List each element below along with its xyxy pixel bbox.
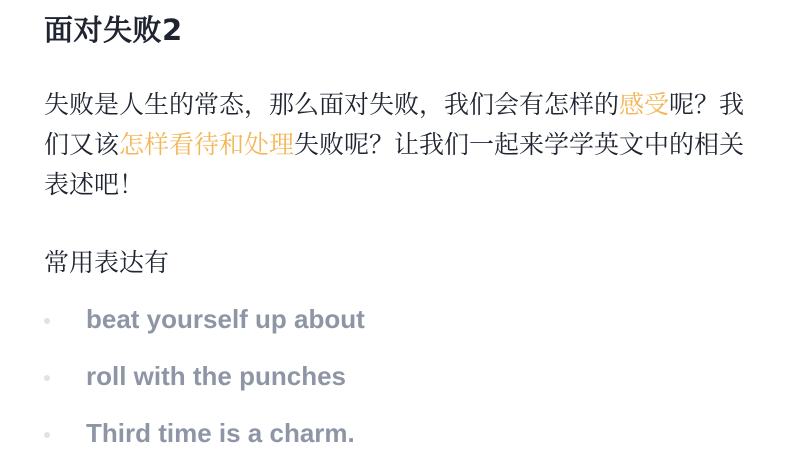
highlight-feelings: 感受 (619, 90, 670, 119)
common-expressions-heading: 常用表达有 (44, 248, 170, 277)
intro-text-2: 呢？我们又该 (44, 90, 745, 159)
bullet-icon (44, 375, 50, 381)
phrase-text: beat yourself up about (86, 304, 365, 334)
phrase-list (44, 300, 365, 458)
bullet-icon (44, 432, 50, 438)
highlight-how-to-handle: 怎样看待和处理 (119, 130, 295, 159)
phrase-text: Third time is a charm. (86, 418, 355, 448)
bullet-icon (44, 318, 50, 324)
phrase-item (44, 300, 365, 357)
intro-paragraph (44, 85, 764, 205)
phrase-item (44, 357, 365, 414)
phrase-item (44, 414, 365, 458)
intro-text-1: 失败是人生的常态，那么面对失败，我们会有怎样的 (44, 90, 620, 119)
intro-text-3: 失败呢？让我们一起来学学英文中的相关表述吧！ (44, 130, 745, 199)
phrase-text: roll with the punches (86, 361, 347, 391)
article-title: 面对失败2 (44, 13, 183, 47)
